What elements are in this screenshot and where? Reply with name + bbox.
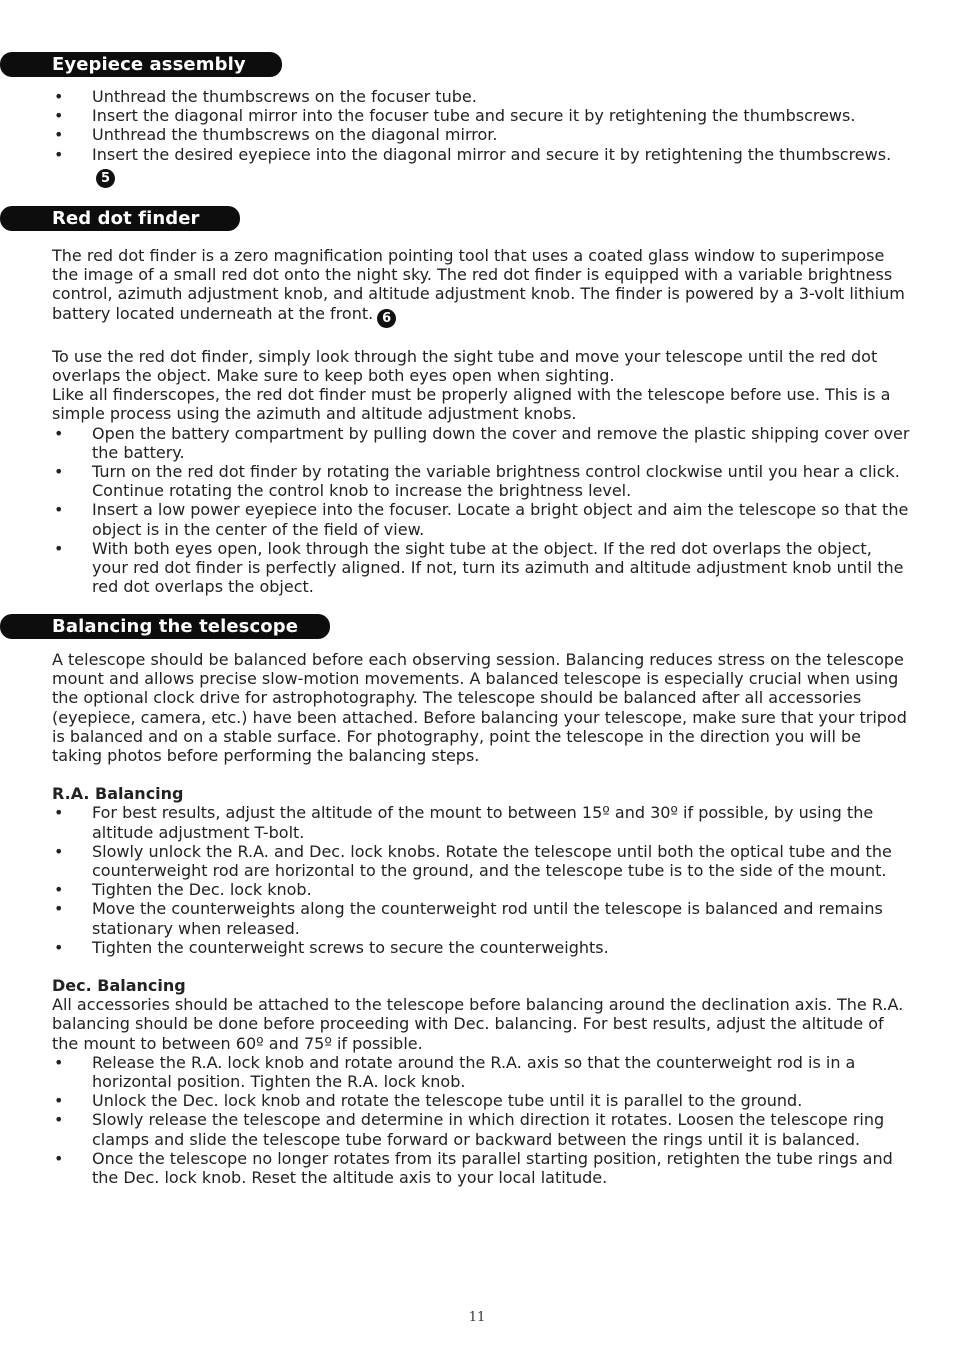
list-item: • For best results, adjust the altitude of the mount to between 15º and 30º if possible, by using the altitude adjustment T-bolt. bbox=[54, 803, 874, 842]
subheading-ra-balancing: R.A. Balancing bbox=[52, 784, 184, 804]
list-item: • Slowly unlock the R.A. and Dec. lock knobs. Rotate the telescope until both the optical tube and the counterweight rod are horizontal to the ground, and the telescope tube is to the side of the mount. bbox=[54, 841, 892, 881]
list-item: • Insert the desired eyepiece into the diagonal mirror and secure it by retightening the thumbscrews.5 bbox=[52, 145, 912, 188]
list-item: • Once the telescope no longer rotates from its parallel starting position, retighten the tube rings and the Dec. lock knob. Reset the altitude axis to your local latitude. bbox=[54, 1148, 893, 1188]
list-item: • Slowly release the telescope and determine in which direction it rotates. Loosen the telescope ring clamps and slide the telescope tube forward or backward between the rings until it is balanced. bbox=[54, 1110, 885, 1149]
section-title: Eyepiece assembly bbox=[52, 54, 246, 75]
paragraph: A telescope should be balanced before each observing session. Balancing reduces stress on the telescope mount and allows precise slow-motion movements. A balanced telescope is especially crucial when using the optional clock drive for astrophotography. The telescope should be balanced after all accessories (eyepiece, camera, etc.) have been attached. Before balancing your telescope, make sure that your tripod is balanced and on a stable surface. For photography, point the telescope in the direction you will be taking photos before performing the balancing steps. bbox=[52, 650, 907, 766]
list-item: • With both eyes open, look through the sight tube at the object. If the red dot overlaps the object, your red dot finder is perfectly aligned. If not, turn its azimuth and altitude adjustment knob until the red dot overlaps the object. bbox=[54, 538, 904, 597]
list-item: • Unlock the Dec. lock knob and rotate the telescope tube until it is parallel to the ground. bbox=[54, 1091, 803, 1111]
bullet-list bbox=[52, 803, 912, 957]
red-dot-finder-content bbox=[52, 246, 912, 596]
figure-6-ref-icon: 6 bbox=[377, 309, 396, 328]
eyepiece-assembly-steps bbox=[52, 87, 912, 188]
list-item: • Release the R.A. lock knob and rotate around the R.A. axis so that the counterweight rod is in a horizontal position. Tighten the R.A. lock knob. bbox=[54, 1052, 856, 1092]
section-header-balancing bbox=[0, 614, 330, 639]
section-header-red-dot-finder bbox=[0, 206, 240, 231]
bullet-list bbox=[52, 424, 912, 597]
list-item: • Unthread the thumbscrews on the focuser tube. bbox=[54, 87, 477, 106]
list-item: • Turn on the red dot finder by rotating the variable brightness control clockwise until you hear a click. Continue rotating the control knob to increase the brightness level. bbox=[54, 461, 900, 501]
bullet-list bbox=[52, 1053, 912, 1187]
list-item: • Open the battery compartment by pulling down the cover and remove the plastic shipping cover over the battery. bbox=[54, 423, 910, 462]
figure-5-ref-icon: 5 bbox=[96, 169, 115, 188]
list-item: • Tighten the Dec. lock knob. bbox=[54, 880, 312, 900]
page-number: 11 bbox=[468, 1310, 486, 1325]
paragraph: Like all finderscopes, the red dot finder must be properly aligned with the telescope before use. This is a simple process using the azimuth and altitude adjustment knobs. bbox=[52, 385, 891, 424]
list-item: • Unthread the thumbscrews on the diagonal mirror. bbox=[54, 125, 498, 145]
subheading-dec-balancing: Dec. Balancing bbox=[52, 976, 186, 996]
section-title: Red dot finder bbox=[52, 208, 200, 229]
list-item: • Insert the diagonal mirror into the focuser tube and secure it by retightening the thumbscrews. bbox=[54, 106, 856, 126]
list-item: • Insert a low power eyepiece into the focuser. Locate a bright object and aim the telescope so that the object is in the center of the field of view. bbox=[54, 500, 909, 539]
list-item: • Move the counterweights along the counterweight rod until the telescope is balanced and remains stationary when released. bbox=[54, 899, 883, 938]
paragraph: The red dot finder is a zero magnification pointing tool that uses a coated glass window to superimpose the image of a small red dot onto the night sky. The red dot finder is equipped with a variable brightness control, azimuth adjustment knob, and altitude adjustment knob. The finder is powered by a 3-volt lithium battery located underneath at the front. 6 bbox=[52, 246, 912, 328]
balancing-content bbox=[52, 650, 912, 1187]
paragraph: To use the red dot finder, simply look through the sight tube and move your telescope until the red dot overlaps the object. Make sure to keep both eyes open when sighting. bbox=[52, 346, 878, 385]
bullet-list bbox=[52, 87, 912, 188]
list-item: • Tighten the counterweight screws to secure the counterweights. bbox=[54, 937, 609, 957]
section-header-eyepiece-assembly bbox=[0, 52, 282, 77]
paragraph: All accessories should be attached to the telescope before balancing around the declination axis. The R.A. balancing should be done before proceeding with Dec. balancing. For best results, adjust the altitude of the mount to between 60º and 75º if possible. bbox=[52, 995, 904, 1053]
section-title: Balancing the telescope bbox=[52, 616, 299, 637]
